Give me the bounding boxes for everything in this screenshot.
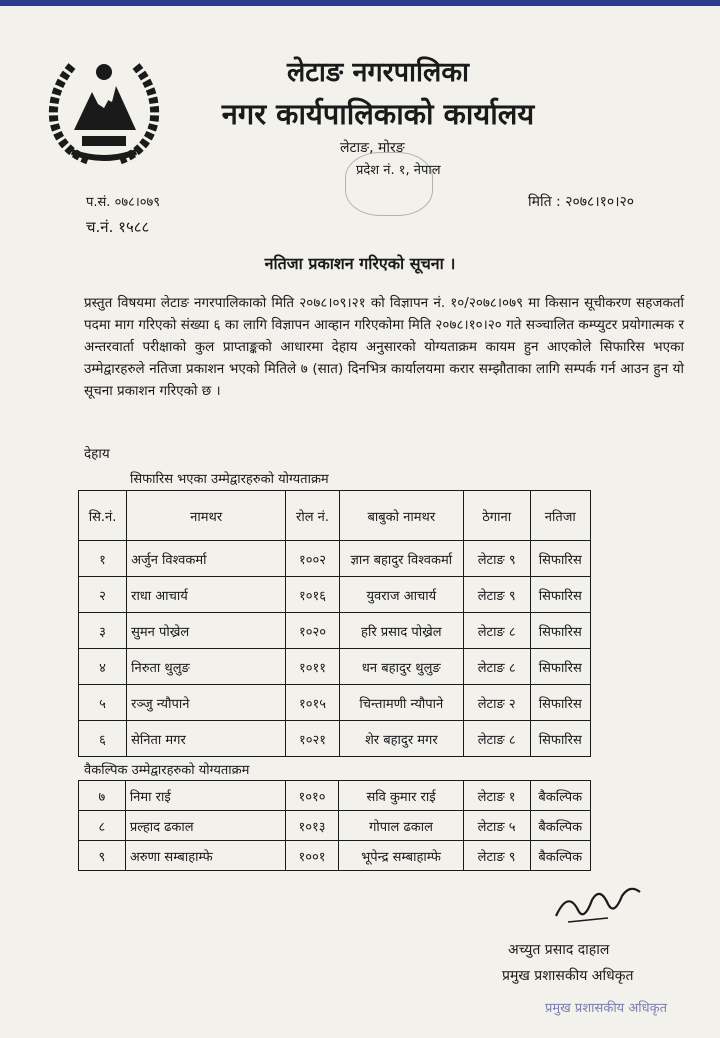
table-row [79,541,591,577]
cell-father: सवि कुमार राई [339,781,463,811]
cell-sn: ७ [79,781,126,811]
table-row [79,841,591,871]
dehaya-label: देहाय [84,446,110,462]
office-stamp [345,152,433,216]
notice-body: प्रस्तुत विषयमा लेटाङ नगरपालिकाको मिति २०७८।०९।२१ को विज्ञापन नं. १०/२०७८।०७९ मा किसान सूचीकरण सहजकर्ता पदमा माग गरिएको संख्या ६ का लागि विज्ञापन आव्हान गरिएकोमा मिति २०७८।१०।२० गते सञ्चालित कम्प्युटर प्रयोगात्मक र अन्तरवार्ता परीक्षाको कुल प्राप्ताङ्कको आधारमा देहाय अनुसारको योग्यताक्रम कायम हुन आएकोले सिफारिस भएका उम्मेद्वारहरुले नतिजा प्रकाशन भएको मितिले ७ (सात) दिनभित्र कार्यालयमा करार सम्झौताका लागि सम्पर्क गर्न आउन हुन यो सूचना प्रकाशन गरिएको छ । [84,295,684,399]
cell-father: भूपेन्द्र सम्बाहाम्फे [339,841,463,871]
notice-date: मिति : २०७८।१०।२० [528,194,635,210]
handwritten-signature [548,882,648,930]
cell-sn: ४ [79,649,127,685]
header-result: नतिजा [530,491,590,541]
cell-sn: ३ [79,613,127,649]
cell-roll: १०२१ [286,721,340,757]
cell-result: बैकल्पिक [530,811,591,841]
header-roll: रोल नं. [286,491,340,541]
signatory-title: प्रमुख प्रशासकीय अधिकृत [502,968,634,984]
cell-roll: १००१ [285,841,339,871]
header-name: नामथर [127,491,286,541]
cell-result: सिफारिस [530,721,590,757]
alternate-table [78,780,591,871]
cell-father: चिन्तामणी न्यौपाने [339,685,463,721]
cell-address: लेटाङ ८ [463,649,530,685]
cell-name: अर्जुन विश्वकर्मा [127,541,286,577]
cell-sn: ६ [79,721,127,757]
cell-name: निरुता थुलुङ [127,649,286,685]
cell-name: सुमन पोख्रेल [127,613,286,649]
office-province: प्रदेश नं. १, नेपाल [356,163,441,178]
cell-address: लेटाङ ८ [463,721,530,757]
cell-address: लेटाङ ९ [463,541,530,577]
cell-name: राधा आचार्य [127,577,286,613]
office-location: लेटाङ, मोरङ [340,140,405,156]
cell-name: सेनिता मगर [127,721,286,757]
cell-roll: १०१३ [285,811,339,841]
cell-roll: १००२ [286,541,340,577]
table-row [79,649,591,685]
cell-roll: १०२० [286,613,340,649]
cell-address: लेटाङ ८ [463,613,530,649]
table-row [79,721,591,757]
header-sn: सि.नं. [79,491,127,541]
table-row [79,577,591,613]
table-row [79,685,591,721]
patra-sankhya: प.सं. ०७८।०७९ [86,195,161,210]
office-name: नगर कार्यपालिकाको कार्यालय [221,97,535,131]
cell-name: निमा राई [125,781,285,811]
cell-sn: १ [79,541,127,577]
cell-father: युवराज आचार्य [339,577,463,613]
notice-heading: नतिजा प्रकाशन गरिएको सूचना । [264,254,456,273]
cell-father: धन बहादुर थुलुङ [339,649,463,685]
cell-roll: १०१० [285,781,339,811]
top-border-bar [0,0,720,6]
cell-result: सिफारिस [530,613,590,649]
signatory-stamp: प्रमुख प्रशासकीय अधिकृत [545,1001,668,1016]
cell-sn: ५ [79,685,127,721]
table-row [79,811,591,841]
cell-roll: १०१६ [286,577,340,613]
cell-father: गोपाल ढकाल [339,811,463,841]
cell-result: सिफारिस [530,649,590,685]
cell-sn: ९ [79,841,126,871]
chalani-number: च.नं. १५८८ [86,218,150,236]
table-row [79,613,591,649]
cell-father: हरि प्रसाद पोख्रेल [339,613,463,649]
cell-father: शेर बहादुर मगर [339,721,463,757]
cell-result: सिफारिस [530,577,590,613]
signatory-name: अच्युत प्रसाद दाहाल [508,942,610,958]
cell-sn: ८ [79,811,126,841]
table-row [79,781,591,811]
table-header-row [79,491,591,541]
cell-result: बैकल्पिक [530,841,591,871]
cell-address: लेटाङ २ [463,685,530,721]
recommended-table [78,490,591,757]
header-address: ठेगाना [463,491,530,541]
cell-result: सिफारिस [530,541,590,577]
recommended-section-title: सिफारिस भएका उम्मेद्वारहरुको योग्यताक्रम [130,472,329,487]
cell-address: लेटाङ ९ [463,577,530,613]
cell-address: लेटाङ ९ [463,841,530,871]
cell-father: ज्ञान बहादुर विश्वकर्मा [339,541,463,577]
cell-result: सिफारिस [530,685,590,721]
cell-name: प्रल्हाद ढकाल [125,811,285,841]
cell-address: लेटाङ ५ [463,811,530,841]
cell-result: बैकल्पिक [530,781,591,811]
header-father: बाबुको नामथर [339,491,463,541]
alternate-section-title: वैकल्पिक उम्मेद्वारहरुको योग्यताक्रम [84,763,250,778]
cell-roll: १०११ [286,649,340,685]
cell-address: लेटाङ १ [463,781,530,811]
cell-sn: २ [79,577,127,613]
municipality-name: लेटाङ नगरपालिका [286,57,470,88]
cell-name: अरुणा सम्बाहाम्फे [125,841,285,871]
cell-name: रञ्जु न्यौपाने [127,685,286,721]
cell-roll: १०१५ [286,685,340,721]
